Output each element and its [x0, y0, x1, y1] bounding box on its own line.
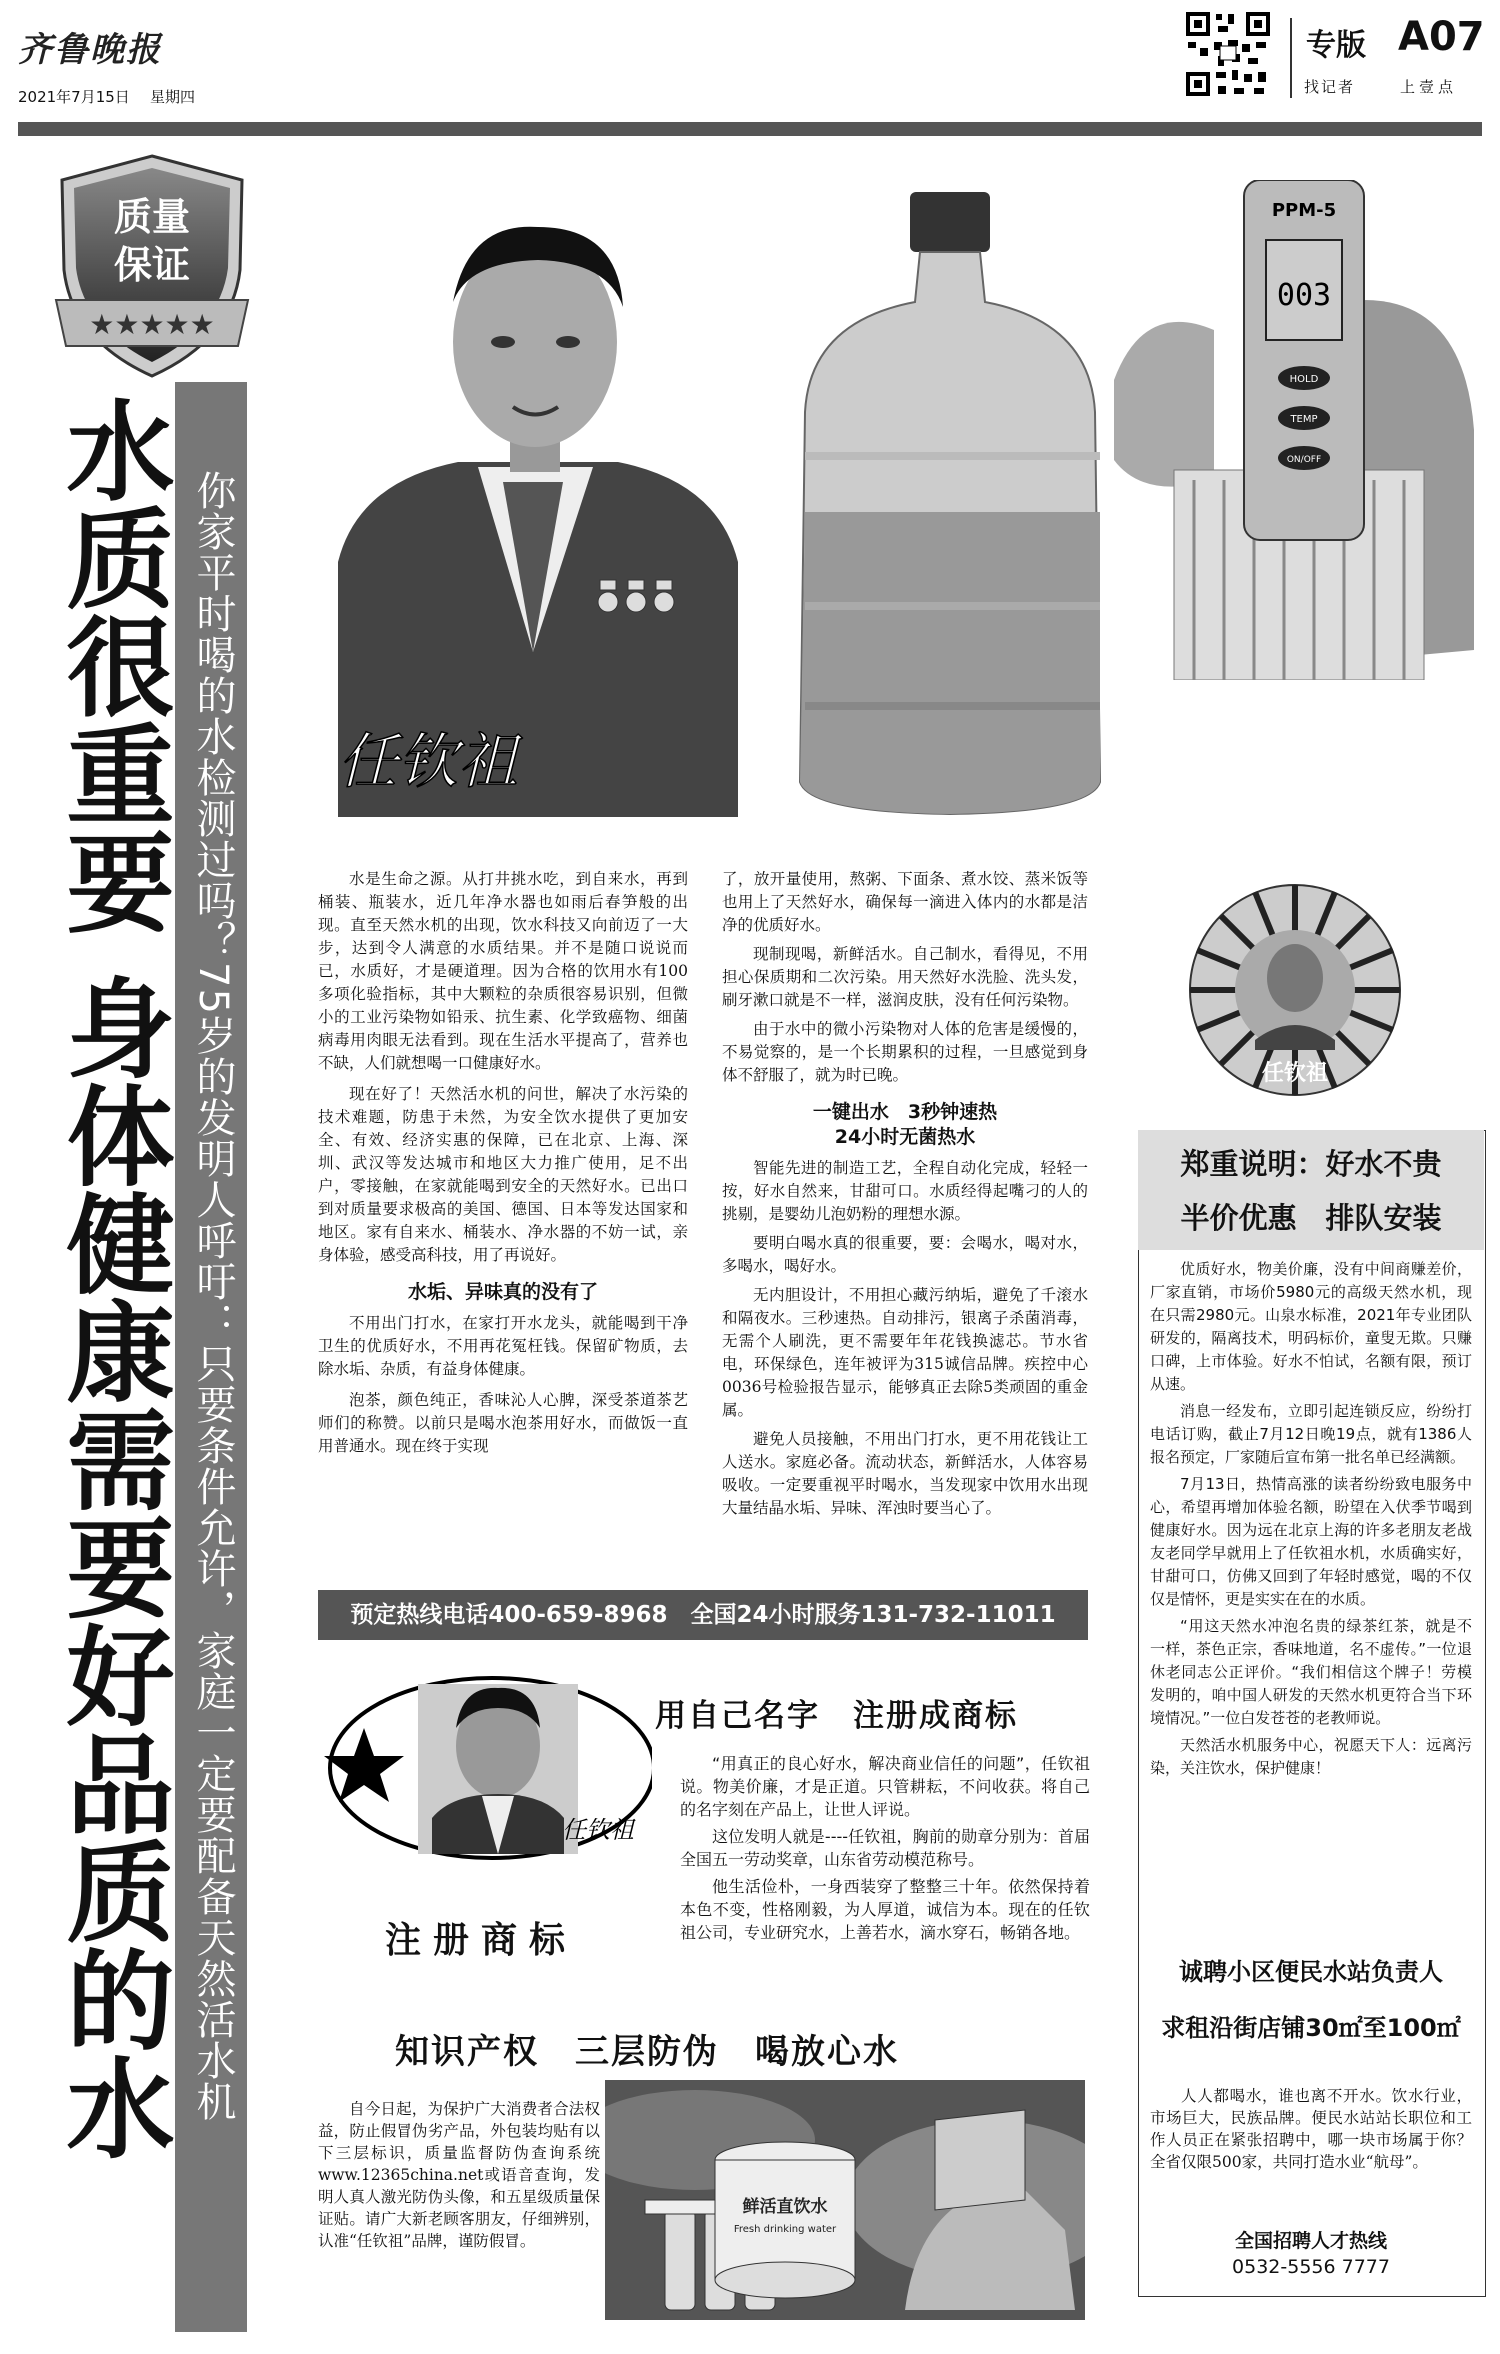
header-divider [1290, 18, 1292, 98]
article-paragraph: 现在好了！天然活水机的问世，解决了水污染的技术难题，防患于未然，为安全饮水提供了更加安全、有效、经济实惠的保障，已在北京、上海、深圳、武汉等发达城市和地区大力推广使用，足不出户，零接触，在家就能喝到安全的天然好水。已出口到对质量要求极高的美国、德国、日本等发达国家和地区。家有自来水、桶装水、净水器的不妨一试，亲身体验，感受高科技，用了再说好。 [318, 1085, 688, 1264]
article-paragraph: 无内胆设计，不用担心藏污纳垢，避免了千滚水和隔夜水。三秒速热。自动排污，银离子杀菌消毒，无需个人刷洗，更不需要年年花钱换滤芯。节水省电，环保绿色，连年被评为315诚信品牌。疾控中心0036号检验报告显示，能够真正去除5类顽固的重金属。 [722, 1286, 1088, 1419]
trademark-paragraph: 他生活俭朴，一身西装穿了整整三十年。依然保持着本色不变，性格刚毅，为人厚道，诚信为本。现在的任钦祖公司，专业研究水，上善若水，滴水穿石，畅销各地。 [680, 1877, 1090, 1942]
notice-paragraph: 优质好水，物美价廉，没有中间商赚差价，厂家直销，市场价5980元的高级天然水机，现在只需2980元。山泉水标准，2021年专业团队研发的，隔离技术，明码标价，童叟无欺。只赚口碑，上市体验。好水不怕试，名额有限，预订从速。 [1150, 1260, 1472, 1393]
water-bottle-photo [760, 182, 1135, 822]
article-column-2 [722, 868, 1088, 1520]
article-paragraph: 泡茶，颜色纯正，香味沁人心脾，深受茶道茶艺师们的称赞。以前只是喝水泡茶用好水，而做饭一直用普通水。现在终于实现 [318, 1391, 688, 1455]
newspaper-brand: 齐鲁晚报 [18, 30, 162, 70]
article-paragraph: 不用出门打水，在家打开水龙头，就能喝到干净卫生的优质好水，不用再花冤枉钱。保留矿物质，去除水垢、杂质，有益身体健康。 [318, 1314, 688, 1378]
filter-sublabel: Fresh drinking water [733, 2224, 837, 2235]
trademark-paragraph: 这位发明人就是----任钦祖，胸前的勋章分别为：首届全国五一劳动奖章，山东省劳动模范称号。 [680, 1827, 1090, 1869]
article-subheading: 24小时无菌热水 [834, 1126, 976, 1148]
trademark-body [680, 1752, 1090, 1944]
ip-body: 自今日起，为保护广大消费者合法权益，防止假冒伪劣产品，外包装均贴有以下三层标识，质量监督防伪查询系统www.12365china.net或语音查询，发明人真人激光防伪头像，和五星级质量保证贴。请广大新老顾客朋友，仔细辨别，认准“任钦祖”品牌，谨防假冒。 [318, 2100, 600, 2250]
article-paragraph: 智能先进的制造工艺，全程自动化完成，轻轻一按，好水自然来，甘甜可口。水质经得起嘴刁的人的挑剔，是婴幼儿泡奶粉的理想水源。 [722, 1159, 1088, 1223]
reporter-label: 找记者 [1304, 78, 1356, 96]
article-paragraph: 要明白喝水真的很重要，要：会喝水，喝对水，多喝水，喝好水。 [722, 1234, 1088, 1275]
reporter-app-name[interactable]: 上壹点 [1400, 78, 1458, 96]
trademark-title: 用自己名字 注册成商标 [655, 1698, 1018, 1734]
qr-code-icon[interactable] [1182, 8, 1274, 100]
notice-title-2: 半价优惠 排队安装 [1180, 1201, 1442, 1235]
inventor-photo [318, 182, 753, 817]
issue-date: 2021年7月15日 [18, 88, 130, 106]
header-rule [18, 122, 1482, 136]
laser-portrait-coin [1185, 880, 1405, 1100]
article-paragraph: 水是生命之源。从打井挑水吃，到自来水，再到桶装、瓶装水，近几年净水器也如雨后春笋般的出现。直至天然水机的出现，饮水科技又向前迈了一大步，达到令人满意的水质结果。并不是随口说说而已，水质好，才是硬道理。因为合格的饮用水有100多项化验指标，其中大颗粒的杂质很容易识别，但微小的工业污染物如铅汞、抗生素、化学致癌物、细菌病毒用肉眼无法看到。现在生活水平提高了，营养也不缺，人们就想喝一口健康好水。 [318, 870, 688, 1072]
recruit-heading-1: 诚聘小区便民水站负责人 [1179, 1958, 1443, 1986]
article-subheading: 一键出水 3秒钟速热 [812, 1101, 998, 1123]
article-paragraph: 避免人员接触，不用出门打水，更不用花钱让工人送水。家庭必备。流动状态，新鲜活水，人体容易吸收。一定要重视平时喝水，当发现家中饮用水出现大量结晶水垢、异味、浑浊时要当心了。 [722, 1430, 1088, 1517]
issue-weekday: 星期四 [150, 88, 196, 106]
meter-power-button: ON/OFF [1286, 455, 1322, 465]
coin-text: 任钦祖 [1261, 1061, 1329, 1086]
meter-hold-button: HOLD [1289, 374, 1319, 385]
trademark-paragraph: “用真正的良心好水，解决商业信任的问题”，任钦祖说。物美价廉，才是正道。只管耕耘，不问收获。将自己的名字刻在产品上，让世人评说。 [680, 1754, 1090, 1819]
notice-paragraph: 7月13日，热情高涨的读者纷纷致电服务中心，希望再增加体验名额，盼望在入伏季节喝到健康好水。因为远在北京上海的许多老朋友老战友老同学早就用上了任钦祖水机，水质确实好，甘甜可口，仿佛又回到了年轻时感觉，喝的不仅仅是情怀，更是实实在在的水质。 [1150, 1475, 1472, 1608]
hotline-banner[interactable]: 预定热线电话400-659-8968 全国24小时服务131-732-11011 [318, 1590, 1088, 1640]
filter-label: 鲜活直饮水 [742, 2197, 828, 2217]
article-paragraph: 了，放开量使用，熬粥、下面条、煮水饺、蒸米饭等也用上了天然好水，确保每一滴进入体内的水都是洁净的优质好水。 [722, 870, 1088, 934]
recruit-text: 人人都喝水，谁也离不开水。饮水行业，市场巨大，民族品牌。便民水站站长职位和工作人员正在紧张招聘中，哪一块市场属于你？全省仅限500家，共同打造水业“航母”。 [1150, 2087, 1472, 2171]
inventor-signature: 任钦祖 [338, 727, 518, 797]
trademark-star-portrait [322, 1668, 652, 1868]
meter-reading: 003 [1276, 278, 1332, 313]
tds-meter-photo [1104, 180, 1484, 680]
recruit-hotline-number[interactable]: 0532-5556 7777 [1232, 2256, 1390, 2278]
water-filter-photo [605, 2080, 1085, 2320]
recruit-heading-2: 求租沿街店铺30㎡至100㎡ [1161, 2014, 1461, 2042]
subheadline: 你家平时喝的水检测过吗？75岁的发明人呼吁：只要条件允许，家庭一定要配备天然活水机 [190, 470, 236, 2122]
page-number: A07 [1398, 14, 1485, 60]
notice-paragraph: 天然活水机服务中心，祝愿天下人：远离污染，关注饮水，保护健康！ [1150, 1736, 1472, 1777]
meter-temp-button: TEMP [1290, 414, 1318, 425]
notice-paragraph: “用这天然水冲泡名贵的绿茶红茶，就是不一样，茶色正宗，香味地道，名不虚传。”一位退休老同志公正评价。“我们相信这个牌子！劳模发明的，咱中国人研发的天然水机更符合当下环境情况。”一位白发苍苍的老教师说。 [1150, 1617, 1472, 1727]
article-paragraph: 由于水中的微小污染物对人体的危害是缓慢的，不易觉察的，是一个长期累积的过程，一旦感觉到身体不舒服了，就为时已晚。 [722, 1020, 1088, 1084]
article-subheading: 水垢、异味真的没有了 [407, 1281, 598, 1303]
section-label: 专版 [1306, 28, 1366, 63]
article-column-1 [318, 868, 688, 1458]
ip-title: 知识产权 三层防伪 喝放心水 [395, 2032, 899, 2072]
trademark-label: 注册商标 [385, 1920, 578, 1961]
recruit-hotline-label: 全国招聘人才热线 [1234, 2230, 1387, 2252]
badge-stars: ★★★★★ [89, 308, 215, 341]
article-paragraph: 现制现喝，新鲜活水。自己制水，看得见，不用担心保质期和二次污染。用天然好水洗脸、洗头发，刷牙漱口就是不一样，滋润皮肤，没有任何污染物。 [722, 945, 1088, 1009]
star-signature: 任钦祖 [562, 1816, 634, 1844]
notice-body [1150, 1258, 1472, 1780]
quality-shield-icon [52, 150, 252, 380]
notice-title-1: 郑重说明：好水不贵 [1180, 1147, 1442, 1181]
main-headline: 水质很重要 身体健康需要好品质的水 [48, 395, 173, 2161]
badge-line1: 质量 [113, 195, 191, 239]
badge-line2: 保证 [113, 243, 191, 287]
meter-label: PPM-5 [1271, 200, 1337, 221]
notice-paragraph: 消息一经发布，立即引起连锁反应，纷纷打电话订购，截止7月12日晚19点，就有1386人报名预定，厂家随后宣布第一批名单已经满额。 [1150, 1402, 1472, 1466]
